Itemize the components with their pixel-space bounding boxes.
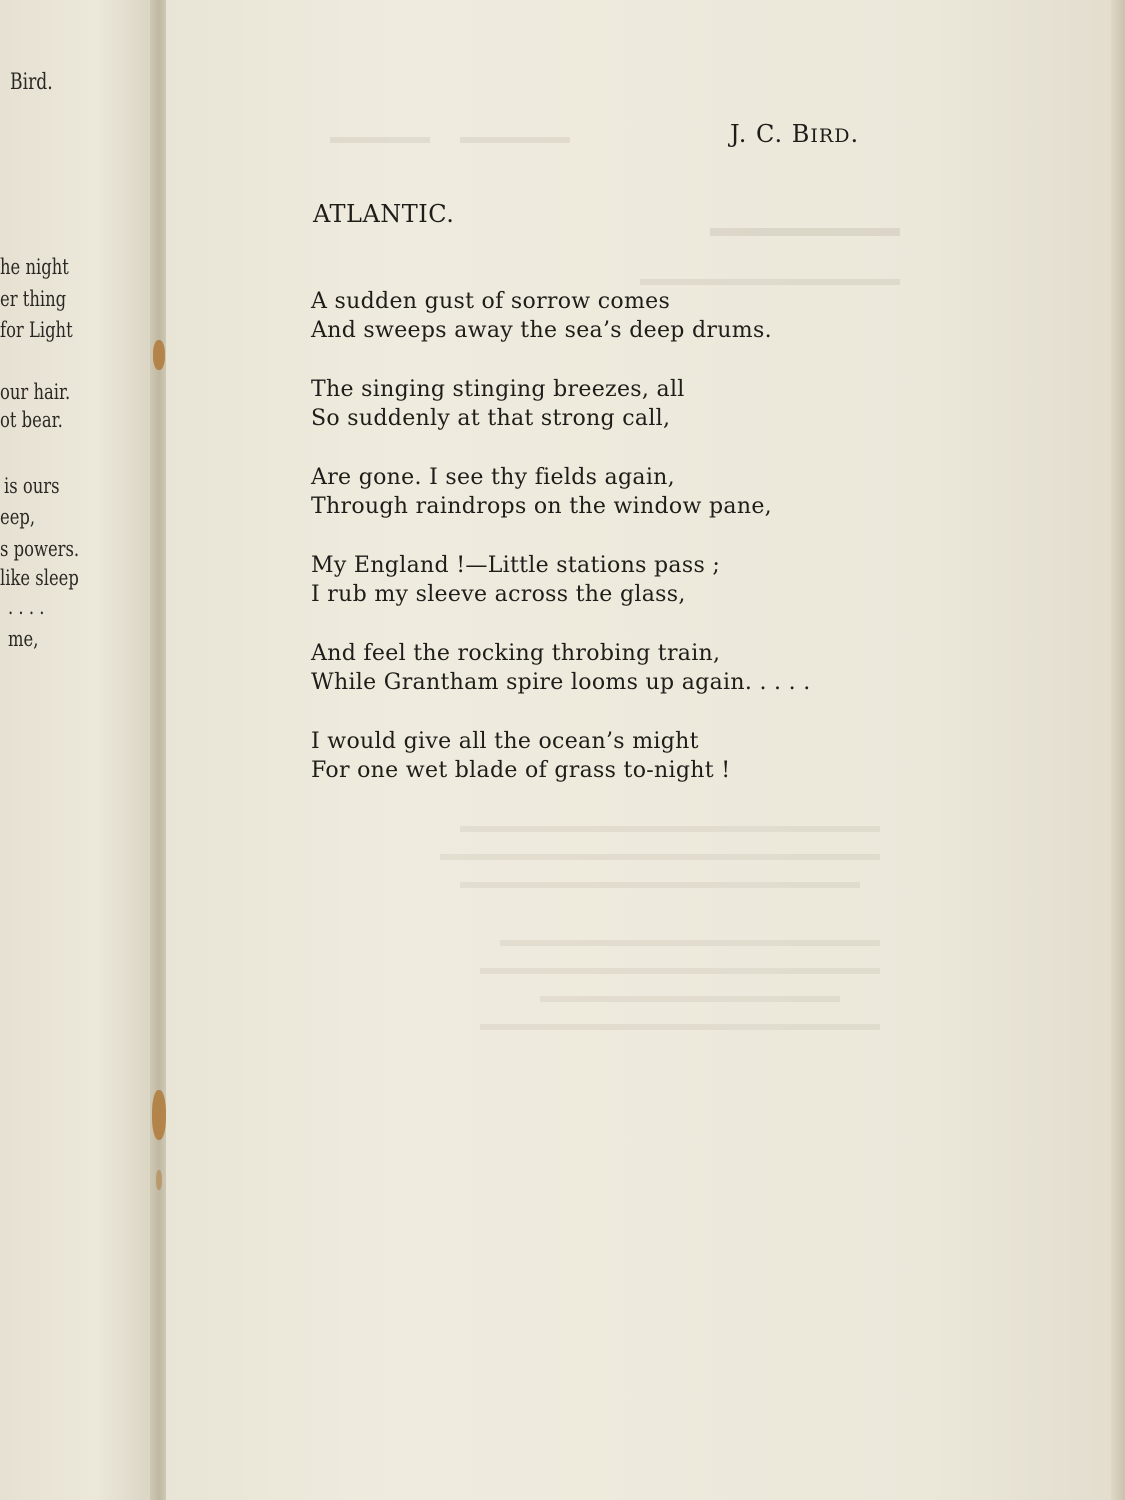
left-fragment: s powers.: [0, 537, 80, 561]
poem-line: For one wet blade of grass to-night !: [311, 757, 731, 783]
poem-line: I would give all the ocean’s might: [311, 728, 699, 754]
stanza: [311, 551, 821, 609]
poem-line: While Grantham spire looms up again. . . . .: [311, 669, 811, 695]
stanza: [311, 375, 821, 433]
poem-line: Are gone. I see thy fields again,: [311, 464, 675, 490]
show-through-mark: [710, 223, 900, 241]
left-fragment: for Light: [0, 318, 73, 342]
left-running-head: Bird.: [10, 70, 53, 95]
left-fragment: me,: [8, 627, 39, 651]
left-fragment: like sleep: [0, 566, 79, 590]
poem-line: I rub my sleeve across the glass,: [311, 581, 686, 607]
poem-line: Through raindrops on the window pane,: [311, 493, 772, 519]
show-through-text: [710, 222, 900, 246]
poem-line: And feel the rocking throbing train,: [311, 640, 721, 666]
left-fragment: eep,: [0, 505, 36, 529]
left-page: [0, 0, 160, 1500]
poem-line: The singing stinging breezes, all: [311, 376, 685, 402]
poem-line: And sweeps away the sea’s deep drums.: [311, 317, 772, 343]
show-through-text: [330, 128, 570, 152]
author-surname-smallcaps: IRD: [810, 125, 851, 147]
poem-line: So suddenly at that strong call,: [311, 405, 671, 431]
show-through-text: [440, 820, 890, 1055]
stanza: [311, 287, 821, 345]
author-period: .: [850, 120, 860, 148]
left-fragment: he night: [0, 255, 69, 279]
left-fragment: . . . .: [8, 595, 45, 619]
show-through-mark: [440, 820, 890, 1050]
left-fragment: is ours: [4, 474, 60, 498]
poem-title: ATLANTIC.: [313, 200, 455, 228]
stanza: [311, 463, 821, 521]
foxing-stain: [156, 1170, 162, 1190]
poem-body: [311, 287, 821, 815]
stanza: [311, 639, 821, 697]
left-fragment: our hair.: [0, 380, 71, 404]
left-fragment: er thing: [0, 287, 67, 311]
author-initials: J. C. B: [730, 120, 811, 148]
foxing-stain: [152, 1090, 166, 1140]
page-edge: [1111, 0, 1125, 1500]
poem-line: A sudden gust of sorrow comes: [311, 288, 671, 314]
show-through-mark: [330, 133, 570, 147]
poem-line: My England !—Little stations pass ;: [311, 552, 721, 578]
author-heading: [730, 120, 859, 148]
left-fragment: ot bear.: [0, 408, 63, 432]
stanza: [311, 727, 821, 785]
foxing-stain: [153, 340, 165, 370]
